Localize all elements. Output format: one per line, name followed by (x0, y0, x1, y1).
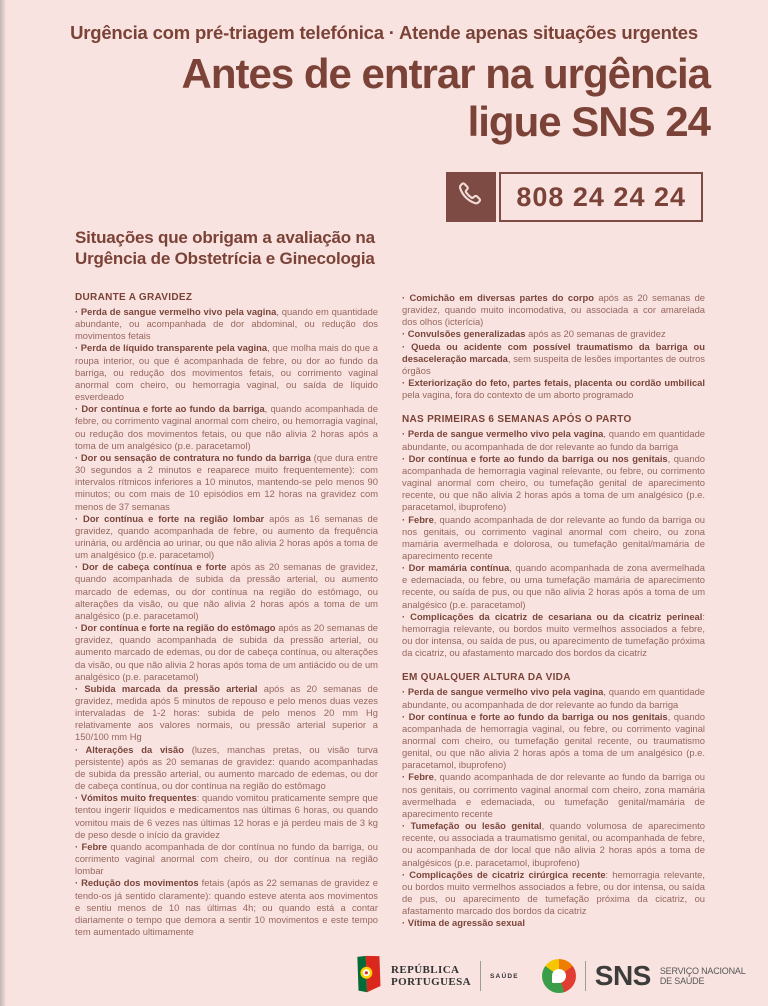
list-item: · Complicações da cicatriz de cesariana ou da cicatriz perineal: hemorragia relevante, ou bordos muito vermelhos associados a febre, ou dor intensa, ou saída de pus, ou aparecimento de tumefação próxima da cicatriz, ou afastamento marcado dos bordos da cicatriz (402, 610, 705, 659)
sns-subtitle-line2: DE SAÚDE (659, 976, 705, 986)
body-columns (75, 292, 705, 942)
page-title (182, 50, 711, 146)
list-item-lead: · Comichão em diversas partes do corpo (402, 292, 594, 303)
sns-subtitle-line1: SERVIÇO NACIONAL (659, 965, 746, 976)
list-item-lead: · Convulsões generalizadas (402, 328, 526, 340)
list-item: · Dor contínua e forte na região lombar após as 16 semanas de gravidez, quando acompanhada de febre, ou aumento da frequência urinária, ou ardência ao urinar, ou que não alivia 2 horas após a toma de um analgésico (p.e. paracetamol) (75, 512, 378, 561)
list-item-lead: · Perda de sangue vermelho vivo pela vagina (402, 428, 604, 440)
footer (356, 952, 746, 1000)
list-item: · Convulsões generalizadas após as 20 semanas de gravidez (402, 328, 666, 340)
list-item: · Dor contínua e forte na região do estômago após as 20 semanas de gravidez, quando acompanhada de subida da pressão arterial, ou aumento marcado de edemas, ou dor de cabeça contínua, ou alterações da visão, ou que não alivia 2 horas após toma de um antiácido ou de um analgésico (p.e. paracetamol) (75, 622, 378, 682)
sns-logo-icon (542, 959, 576, 993)
list-item-lead: · Perda de sangue vermelho vivo pela vagina (75, 306, 277, 317)
list-item: · Perda de sangue vermelho vivo pela vagina, quando em quantidade abundante, ou acompanhada de dor relevante ao fundo da barriga (402, 686, 705, 710)
list-item-lead: · Exteriorização do feto, partes fetais, placenta ou cordão umbilical (402, 377, 705, 389)
section-heading: NAS PRIMEIRAS 6 SEMANAS APÓS O PARTO (402, 414, 632, 426)
footer-divider-2 (585, 961, 586, 991)
list-item-lead: · Dor contínua e forte ao fundo da barriga ou nos genitais (402, 710, 668, 722)
list-item: · Dor de cabeça contínua e forte após as 20 semanas de gravidez, quando acompanhada de subida da pressão arterial, ou aumento marcado de edemas, ou dor contínua na região do estômago, ou alterações da visão, ou que não alivia 2 horas após a toma de um analgésico (p.e. paracetamol) (75, 561, 378, 621)
list-item-lead: · Alterações da visão (75, 743, 184, 755)
list-item: · Perda de líquido transparente pela vagina, que molha mais do que a roupa interior, ou que é acompanhada de febre, ou dor ao fundo da barriga, ou redução dos movimentos fetais, ou corrimento vaginal anormal com cheiro, ou hemorragia vaginal, ou saída de líquido esverdeado (75, 342, 378, 403)
list-item-lead: · Dor contínua e forte ao fundo da barriga ou nos genitais (402, 452, 668, 464)
footer-divider (480, 961, 481, 991)
list-item: · Dor ou sensação de contratura no fundo da barriga (que dura entre 30 segundos a 2 minutos e reaparece muito frequentemente): com intervalos rítmicos inferiores a 10 minutos, mantendo-se pelo menos 90 minutos; ou com mais de 10 episódios em 12 horas na gravidez com menos de 37 semanas (75, 451, 378, 512)
list-item-lead: · Tumefação ou lesão genital (402, 820, 542, 832)
list-item: · Dor mamária contínua, quando acompanhada de zona avermelhada e edemaciada, ou febre, ou uma tumefação mamária de aparecimento recente, ou saída de pus, ou que não alivia 2 horas após a toma de um analgésico (p.e. paracetamol) (402, 562, 705, 610)
list-item-lead: · Dor ou sensação de contratura no fundo da barriga (75, 451, 311, 463)
list-item-lead: · Dor contínua e forte na região do estômago (75, 622, 276, 634)
saude-label: SAÚDE (490, 972, 519, 980)
list-item-lead: · Dor mamária contínua (402, 562, 510, 574)
phone-row (446, 172, 703, 222)
column-left (75, 292, 378, 942)
list-item-lead: · Vítima de agressão sexual (402, 917, 525, 929)
list-item: · Subida marcada da pressão arterial após as 20 semanas de gravidez, medida após 5 minutos de repouso e pelo menos duas vezes intervaladas de 1-2 horas: subida de pelo menos 20 mm Hg relativamente aos valores normais, ou pressão arterial superior a 150/100 mm Hg (75, 682, 378, 743)
list-item: · Exteriorização do feto, partes fetais, placenta ou cordão umbilical pela vagina, fora do contexto de um aborto programado (402, 377, 705, 401)
list-item: · Comichão em diversas partes do corpo após as 20 semanas de gravidez, quando muito incomodativa, ou associada a cor amarelada dos olhos (icterícia) (402, 292, 705, 328)
phone-icon (456, 180, 486, 215)
list-item-lead: · Dor contínua e forte ao fundo da barriga (75, 403, 265, 415)
list-item: · Febre, quando acompanhada de dor relevante ao fundo da barriga ou nos genitais, ou corrimento vaginal anormal com cheiro, zona mamária avermelhada e edemaciada, ou tumefação genital/mamária de aparecimento recente (402, 771, 705, 819)
sns-subtitle (660, 966, 746, 987)
phone-badge (446, 172, 496, 222)
list-item: · Perda de sangue vermelho vivo pela vagina, quando em quantidade abundante, ou acompanhada de dor abdominal, ou redução dos movimentos fetais (75, 306, 379, 342)
list-item: · Febre quando acompanhada de dor contínua no fundo da barriga, ou corrimento vaginal anormal com cheiro, ou dor contínua na região lombar (75, 840, 378, 877)
list-item-lead: · Febre (402, 771, 434, 783)
list-item-lead: · Vómitos muito frequentes (75, 792, 197, 804)
portugal-flag-icon (356, 955, 382, 998)
list-item-lead: · Febre (75, 840, 108, 852)
phone-number: 808 24 24 24 (499, 172, 703, 222)
list-item: · Dor contínua e forte ao fundo da barriga ou nos genitais, quando acompanhada de hemorragia vaginal, ou febre, ou corrimento vaginal anormal com cheiro, ou tumefação genital recente, ou traumatismo genital, ou que não alivia 2 horas após a toma de um analgésico (p.e. paracetamol, ibuprofeno) (402, 710, 705, 771)
title-line-1: Antes de entrar na urgência (181, 50, 710, 97)
column-right (402, 292, 705, 942)
list-item-lead: · Redução dos movimentos (75, 877, 199, 889)
list-item: · Redução dos movimentos fetais (após as 22 semanas de gravidez e tendo-os já sentido claramente): quando esteve atenta aos movimentos e sentiu menos de 10 nas últimas 4h; ou quando está a contar diariamente o tempo que demora a sentir 10 movimentos e este tempo tem aumentado ultimamente (75, 877, 378, 937)
list-item-lead: · Dor de cabeça contínua e forte (75, 561, 227, 573)
list-item-lead: · Febre (402, 513, 434, 525)
republica-line1: REPÚBLICA (391, 964, 460, 976)
list-item-lead: · Perda de sangue vermelho vivo pela vagina (402, 686, 604, 698)
section-intro-heading: Situações que obrigam a avaliação na Urgência de Obstetrícia e Ginecologia (75, 228, 375, 268)
republica-line2: PORTUGUESA (391, 976, 472, 988)
list-item: · Dor contínua e forte ao fundo da barriga, quando acompanhada de febre, ou corrimento vaginal anormal com cheiro, ou hemorragia vaginal, ou redução dos movimentos fetais, ou que não alivia 2 horas após a toma de um analgésico (p.e. paracetamol) (75, 403, 378, 451)
list-item: · Alterações da visão (luzes, manchas pretas, ou visão turva persistente) após as 20 semanas de gravidez: quando acompanhadas de subida da pressão arterial, ou aumento marcado de edemas, ou dor de cabeça contínua, ou dor contínua na região do estômago (75, 743, 378, 792)
list-item: · Queda ou acidente com possível traumatismo da barriga ou desaceleração marcada, sem suspeita de lesões importantes de outros órgãos (402, 340, 705, 376)
list-item-lead: · Subida marcada da pressão arterial (75, 682, 258, 694)
list-item: · Perda de sangue vermelho vivo pela vagina, quando em quantidade abundante, ou acompanhada de dor relevante ao fundo da barriga (402, 428, 705, 452)
list-item: · Complicações de cicatriz cirúrgica recente: hemorragia relevante, ou bordos muito vermelhos associados a febre, ou dor intensa, ou saída de pus, ou aparecimento de tumefação próxima da cicatriz, ou afastamento marcado dos bordos da cicatriz (402, 868, 705, 917)
list-item-lead: · Queda ou acidente com possível traumatismo da barriga ou desaceleração marcada (402, 340, 705, 364)
list-item-lead: · Dor contínua e forte na região lombar (75, 512, 265, 524)
list-item-lead: · Perda de líquido transparente pela vagina (75, 342, 268, 354)
section-heading: DURANTE A GRAVIDEZ (75, 292, 193, 303)
list-item: · Dor contínua e forte ao fundo da barriga ou nos genitais, quando acompanhada de hemorragia vaginal relevante, ou febre, ou corrimento vaginal anormal com cheiro, ou tumefação genital de aparecimento recente, ou que não alivia 2 horas após a toma de um analgésico (p.e. paracetamol, ibuprofeno) (402, 452, 705, 513)
scan-edge (0, 0, 6, 1006)
list-item-lead: · Complicações da cicatriz de cesariana ou da cicatriz perineal (402, 610, 703, 622)
list-item-lead: · Complicações de cicatriz cirúrgica recente (402, 868, 606, 880)
header-topline: Urgência com pré-triagem telefónica · Atende apenas situações urgentes (70, 22, 698, 43)
sns-acronym: SNS (594, 960, 651, 991)
list-item: · Tumefação ou lesão genital, quando volumosa de aparecimento recente, ou associada a traumatismo genital, ou acompanhada de febre, ou acompanhada de dor local que não alivia 2 horas após a toma de analgésicos (p.e. paracetamol, ibuprofeno) (402, 820, 705, 868)
list-item: · Febre, quando acompanhada de dor relevante ao fundo da barriga ou nos genitais, ou corrimento vaginal anormal com cheiro, ou zona mamária avermelhada e dolorosa, ou tumefação genital/mamária de aparecimento recente (402, 513, 705, 561)
section-heading: EM QUALQUER ALTURA DA VIDA (402, 672, 571, 684)
title-line-2: ligue SNS 24 (467, 98, 710, 145)
republica-portuguesa-label (391, 964, 471, 988)
list-item: · Vómitos muito frequentes: quando vomitou praticamente sempre que tentou ingerir líquidos e medicamentos nas últimas 6 horas, ou quando vomitou mais de 6 vezes nas últimas 12 horas e já perdeu mais de 3 kg de peso desde o início da gravidez (75, 792, 378, 840)
list-item (402, 917, 705, 929)
